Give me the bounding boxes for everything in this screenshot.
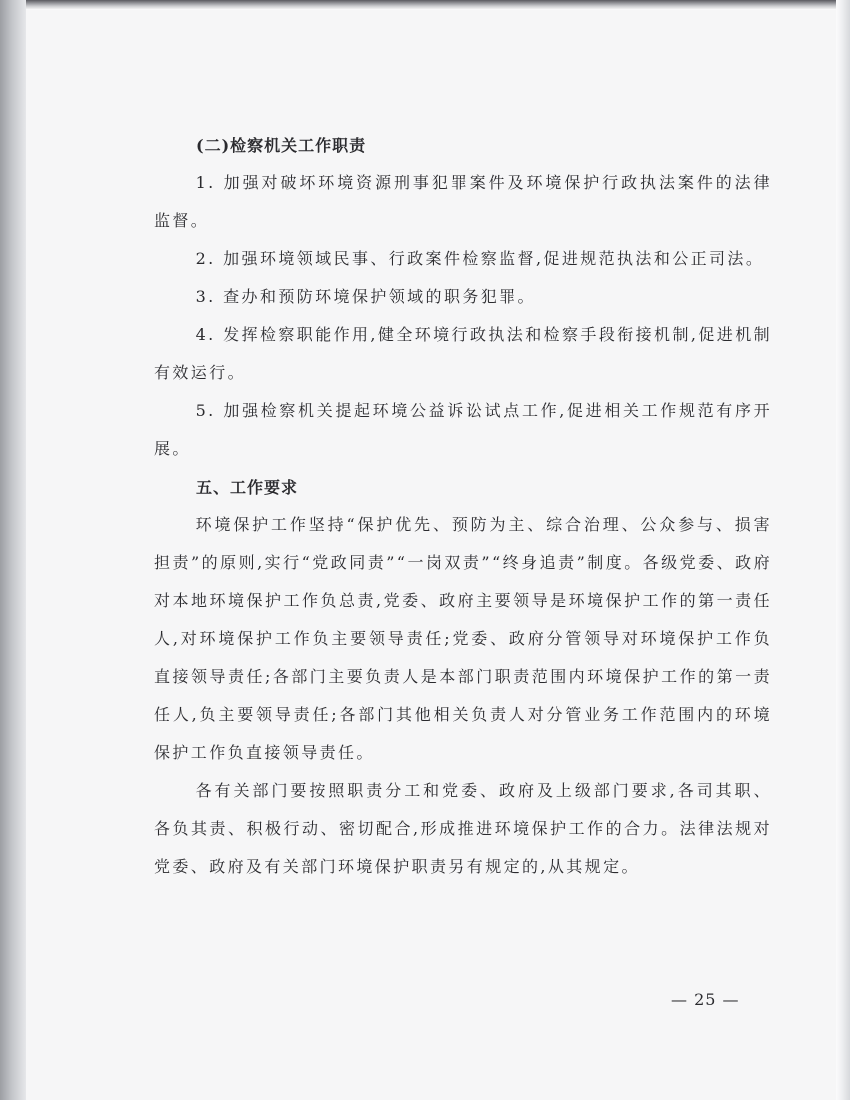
page-number: — 25 — [671, 990, 740, 1009]
body-paragraph: 各有关部门要按照职责分工和党委、政府及上级部门要求,各司其职、各负其责、积极行动、密切配合,形成推进环境保护工作的合力。法律法规对党委、政府及有关部门环境保护职责另有规定的,从其规定。 [154, 781, 772, 876]
scan-left-edge [0, 0, 26, 1100]
scan-right-edge [836, 0, 850, 1100]
list-item: 3. 查办和预防环境保护领域的职务犯罪。 [195, 287, 536, 306]
list-item: 5. 加强检察机关提起环境公益诉讼试点工作,促进相关工作规范有序开展。 [154, 401, 772, 458]
scan-top-edge [0, 0, 850, 10]
section-heading-procuratorate: (二)检察机关工作职责 [196, 136, 367, 155]
list-item: 2. 加强环境领域民事、行政案件检察监督,促进规范执法和公正司法。 [195, 249, 765, 268]
document-body [154, 128, 772, 886]
body-paragraph: 环境保护工作坚持“保护优先、预防为主、综合治理、公众参与、损害担责”的原则,实行“党政同责”“一岗双责”“终身追责”制度。各级党委、政府对本地环境保护工作负总责,党委、政府主要领导是环境保护工作的第一责任人,对环境保护工作负主要领导责任;党委、政府分管领导对环境保护工作负直接领导责任;各部门主要负责人是本部门职责范围内环境保护工作的第一责任人,负主要领导责任;各部门其他相关负责人对分管业务工作范围内的环境保护工作负直接领导责任。 [154, 515, 772, 762]
list-item: 4. 发挥检察职能作用,健全环境行政执法和检察手段衔接机制,促进机制有效运行。 [154, 325, 772, 382]
document-page [26, 10, 836, 1100]
section-heading-work-requirements: 五、工作要求 [196, 478, 299, 497]
list-item: 1. 加强对破坏环境资源刑事犯罪案件及环境保护行政执法案件的法律监督。 [154, 173, 772, 230]
